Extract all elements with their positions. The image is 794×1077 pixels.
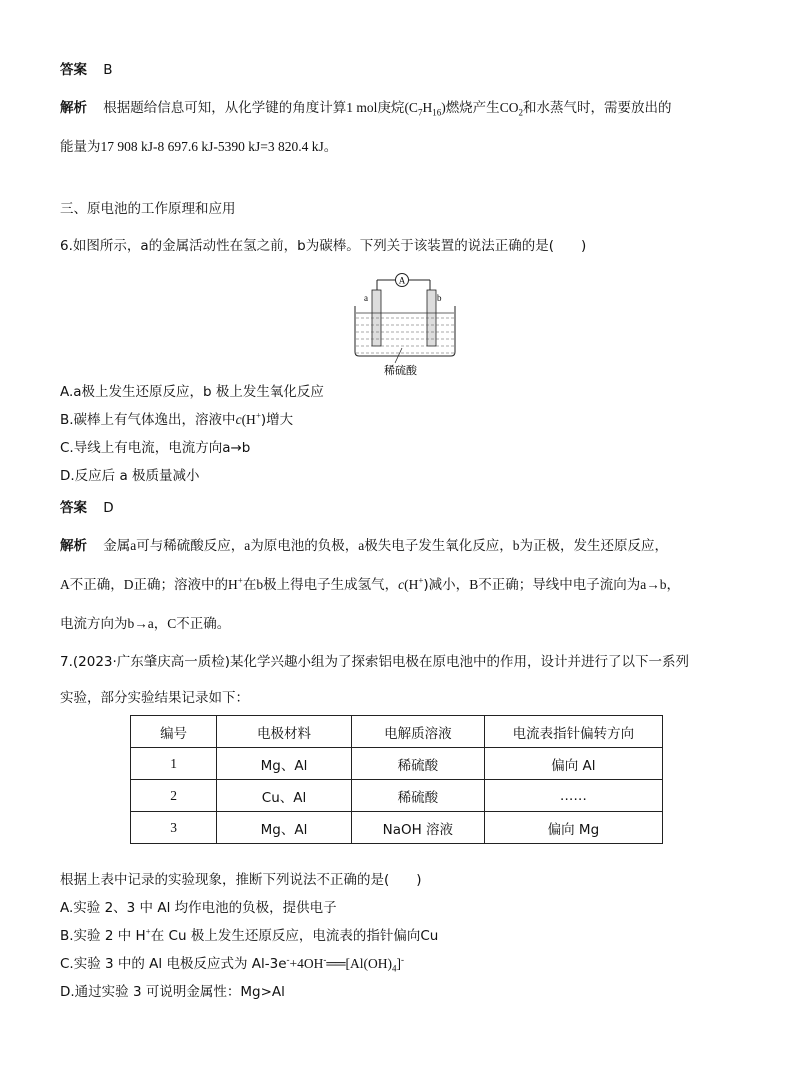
formula-part: ): [441, 100, 446, 115]
analysis-text: 在: [242, 577, 257, 593]
q7-option-c: [60, 954, 404, 974]
analysis-text: ，: [666, 577, 680, 593]
analysis-text: 不正确，: [69, 577, 124, 593]
analysis-text: b: [256, 577, 264, 592]
table-row: [131, 748, 663, 780]
analysis-text: a→b: [640, 577, 667, 592]
analysis-text: 正确；溶液中的: [133, 577, 228, 593]
option-text: 在 Cu 极上发生还原反应，电流表的指针偏向Cu: [150, 928, 439, 944]
analysis-text: 庚烷: [377, 100, 405, 116]
experiment-table: [130, 715, 663, 844]
analysis-text: 。: [323, 139, 338, 155]
analysis-text: 燃烧产生: [445, 100, 500, 116]
table-cell: 稀硫酸: [351, 748, 484, 780]
analysis-text: 和水蒸气时，需要放出的: [522, 100, 672, 116]
formula-part: ]: [396, 956, 402, 971]
table-row: [131, 780, 663, 812]
q7-option-d: D.通过实验 3 可说明金属性：Mg>Al: [60, 984, 285, 1000]
table-cell: Cu、Al: [217, 780, 352, 812]
option-text: C.实验 3 中的 Al 电极反应式为 Al-3e: [60, 956, 287, 972]
formula-part: ══[Al(OH): [326, 956, 393, 971]
table-header: 编号: [131, 716, 217, 748]
q5-analysis-line-2: [60, 137, 337, 157]
analysis-text: 不正确；导线中电子流向为: [478, 577, 641, 593]
formula-subscript: 2: [518, 107, 523, 118]
table-cell: NaOH 溶液: [351, 812, 484, 844]
ammeter-label: A: [398, 275, 406, 286]
answer-value: B: [103, 62, 113, 78]
analysis-text: C: [167, 616, 177, 631]
analysis-text: a: [358, 538, 365, 553]
q7-stem-line-2: 实验，部分实验结果记录如下：: [60, 690, 249, 706]
q7-option-b: [60, 926, 438, 946]
table-cell: Mg、Al: [217, 812, 352, 844]
analysis-text: B: [469, 577, 479, 592]
q7-option-a: A.实验 2、3 中 Al 均作电池的负极，提供电子: [60, 900, 337, 916]
formula-part: (H: [404, 577, 419, 592]
analysis-text: D: [123, 577, 134, 592]
q7-question: 根据上表中记录的实验现象，推断下列说法不正确的是( ): [60, 872, 422, 888]
analysis-text: )减小，: [423, 577, 470, 593]
q5-answer-line: [60, 60, 113, 80]
formula-subscript: 16: [432, 107, 442, 118]
formula-subscript: 4: [392, 963, 397, 974]
electrode-a-label: a: [364, 293, 368, 303]
analysis-text: 能量为: [60, 139, 101, 155]
analysis-text: A: [60, 577, 70, 592]
formula-superscript: +: [418, 575, 424, 586]
option-text: B.碳棒上有气体逸出，溶液中: [60, 412, 236, 428]
galvanic-cell-figure: [350, 268, 460, 376]
table-cell: ……: [484, 780, 662, 812]
table-row: [131, 812, 663, 844]
answer-tag: 答案: [60, 500, 87, 516]
analysis-text: a: [130, 538, 137, 553]
q7-stem-line-1: 7.(2023·广东肇庆高一质检)某化学兴趣小组为了探索铝电极在原电池中的作用，设计并进行了以下一系列: [60, 654, 690, 670]
analysis-text: 根据题给信息可知，从化学键的角度计算: [103, 100, 347, 116]
analysis-text: 极上得电子生成氢气，: [263, 577, 399, 593]
formula-subscript: 7: [417, 107, 423, 118]
q6-option-d: D.反应后 a 极质量减小: [60, 468, 200, 484]
option-text: B.实验 2 中 H: [60, 928, 146, 944]
analysis-text: 金属: [103, 538, 131, 554]
q5-analysis-line-1: [60, 98, 671, 118]
table-cell: 偏向 Mg: [484, 812, 662, 844]
table-header: 电解质溶液: [351, 716, 484, 748]
formula-part: CO: [499, 100, 519, 115]
formula-part: c: [398, 577, 405, 592]
analysis-text: 为正极，发生还原反应，: [519, 538, 669, 554]
q6-option-a: A.a极上发生还原反应，b 极上发生氧化反应: [60, 384, 324, 400]
formula-part: (C: [404, 100, 418, 115]
analysis-text: b→a: [127, 616, 154, 631]
table-cell: 3: [131, 812, 217, 844]
analysis-tag: 解析: [60, 100, 87, 116]
table-header: 电流表指针偏转方向: [484, 716, 662, 748]
analysis-text: 1 mol: [346, 100, 378, 115]
table-cell: Mg、Al: [217, 748, 352, 780]
q6-answer-line: [60, 498, 114, 518]
formula-superscript: +: [237, 575, 243, 586]
beaker: [355, 306, 455, 356]
analysis-text: 电流方向为: [60, 616, 128, 632]
table-cell: 1: [131, 748, 217, 780]
analysis-text: ，: [153, 616, 168, 632]
energy-calculation: 17 908 kJ-8 697.6 kJ-5390 kJ=3 820.4 kJ: [100, 139, 324, 154]
q6-option-c: C.导线上有电流，电流方向a→b: [60, 440, 251, 456]
electrode-b-label: b: [437, 293, 442, 303]
formula-superscript: -: [401, 954, 405, 965]
formula-superscript: -: [323, 954, 327, 965]
solution-lines: [356, 318, 454, 353]
formula-superscript: +: [255, 410, 261, 421]
q6-stem: 6.如图所示，a的金属活动性在氢之前，b为碳棒。下列关于该装置的说法正确的是( ): [60, 238, 587, 254]
q6-analysis-line-2: [60, 575, 680, 595]
formula-part: H: [228, 577, 238, 592]
table-cell: 稀硫酸: [351, 780, 484, 812]
q6-analysis-line-1: [60, 536, 668, 556]
formula-part: (H: [241, 412, 256, 427]
formula-superscript: +: [145, 926, 151, 937]
solution-label: 稀硫酸: [384, 364, 417, 376]
formula-superscript: -: [286, 954, 290, 965]
table-header-row: [131, 716, 663, 748]
option-text: )增大: [260, 412, 294, 428]
analysis-text: 可与稀硫酸反应，: [136, 538, 245, 554]
formula-part: H: [422, 100, 433, 115]
analysis-text: 极失电子发生氧化反应，: [364, 538, 513, 554]
formula-part: +4OH: [289, 956, 324, 971]
analysis-text: 为原电池的负极，: [250, 538, 359, 554]
answer-tag: 答案: [60, 62, 87, 78]
formula-part: c: [235, 412, 242, 427]
section-title: 三、原电池的工作原理和应用: [60, 201, 236, 217]
q6-analysis-line-3: [60, 614, 230, 634]
analysis-text: a: [244, 538, 251, 553]
analysis-text: b: [512, 538, 520, 553]
q6-option-b: [60, 410, 293, 430]
analysis-tag: 解析: [60, 538, 87, 554]
analysis-text: 不正确。: [176, 616, 231, 632]
answer-value: D: [103, 500, 114, 516]
table-header: 电极材料: [217, 716, 352, 748]
table-cell: 2: [131, 780, 217, 812]
table-cell: 偏向 Al: [484, 748, 662, 780]
